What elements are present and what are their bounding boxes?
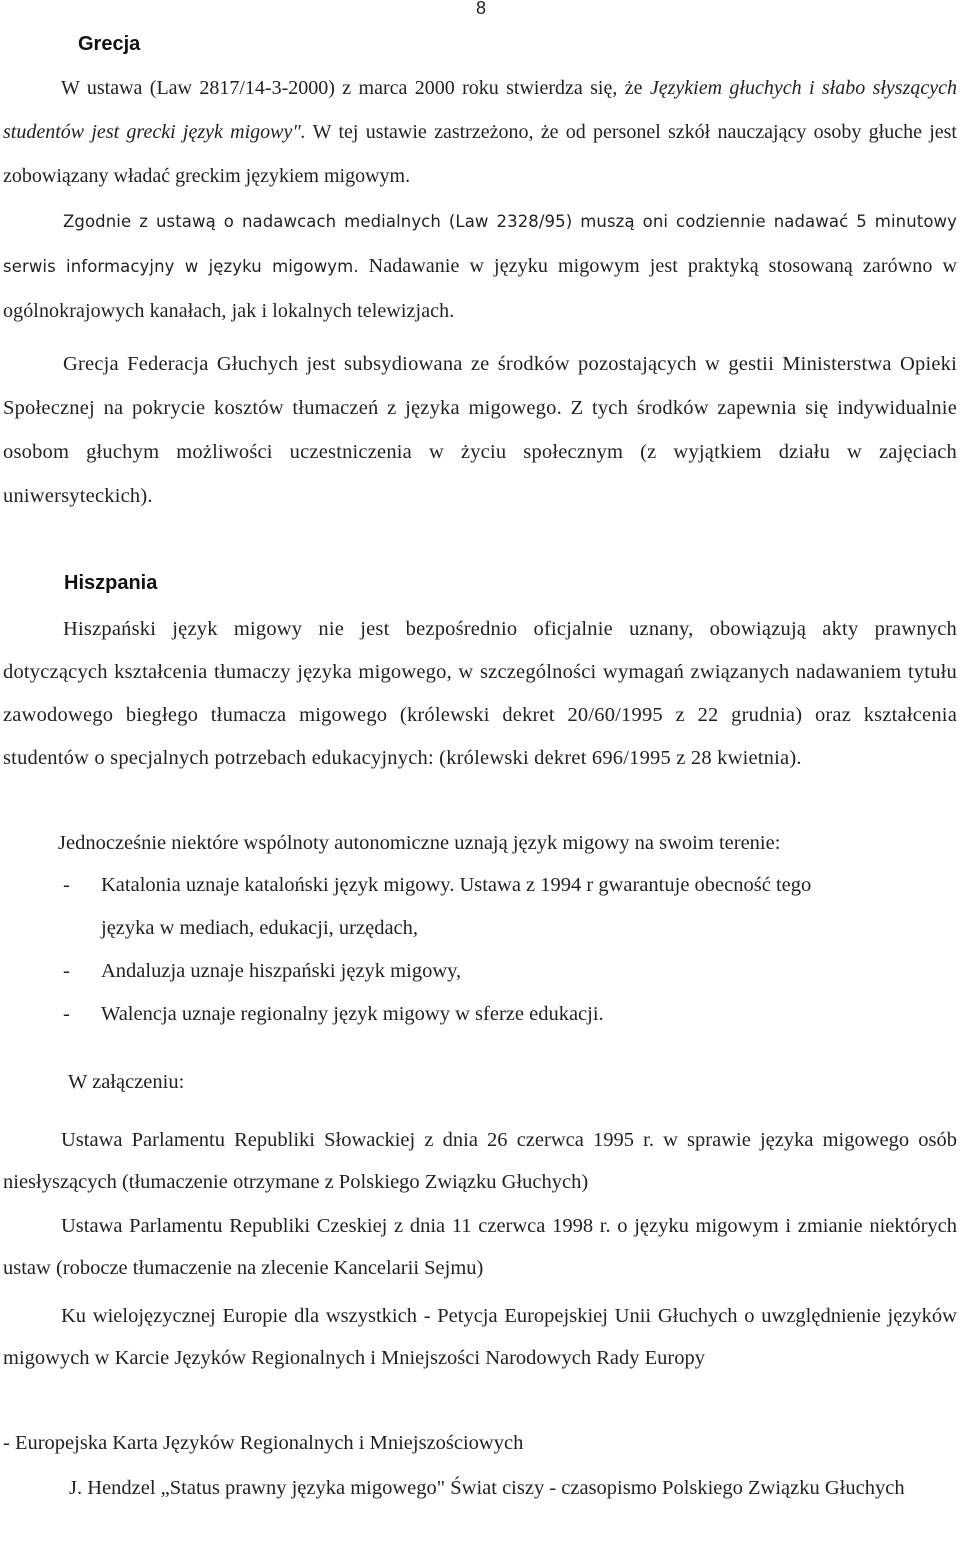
greece-p3-text: Grecja Federacja Głuchych jest subsydiowana ze środków pozostających w gestii Ministerstwa Opieki Społecznej na pokrycie kosztów tłumaczeń z języka migowego. Z tych środków zapewnia się indywidualnie osobom głuchym możliwości uczestniczenia w życiu społecznym (z wyjątkiem działu w zajęciach uniwersyteckich). [3, 353, 957, 507]
annex-item-text: Ustawa Parlamentu Republiki Czeskiej z dnia 11 czerwca 1998 r. o języku migowym i zmianie niektórych ustaw (robocze tłumaczenie na zlecenie Kancelarii Sejmu) [3, 1215, 957, 1279]
spain-list [63, 864, 933, 1036]
annex-item-4: - Europejska Karta Języków Regionalnych i Mniejszościowych [3, 1432, 524, 1454]
list-item-line: Andaluzja uznaje hiszpański język migowy, [101, 960, 462, 982]
greece-paragraph-3 [3, 342, 957, 518]
spain-paragraph-2: Jednocześnie niektóre wspólnoty autonomiczne uznają język migowy na swoim terenie: [58, 832, 781, 854]
list-item [63, 950, 933, 993]
page-number: 8 [476, 0, 487, 18]
list-dash: - [63, 960, 70, 982]
greece-p1-italic: Językiem głuchych i słabo słyszących studentów jest grecki język migowy". [3, 77, 957, 143]
list-item [63, 993, 933, 1036]
spain-paragraph-1 [3, 608, 957, 780]
list-item-line: języka w mediach, edukacji, urzędach, [101, 917, 419, 939]
section-heading-greece: Grecja [78, 33, 141, 55]
annex-item-1 [3, 1119, 957, 1203]
greece-paragraph-1 [3, 66, 957, 198]
spain-p1-text: Hiszpański język migowy nie jest bezpośrednio oficjalnie uznany, obowiązują akty prawnych dotyczących kształcenia tłumaczy języka migowego, w szczególności wymagań związanych nadawaniem tytułu zawodowego biegłego tłumacza migowego (królewski dekret 20/60/1995 z 22 grudnia) oraz kształcenia studentów o specjalnych potrzebach edukacyjnych: (królewski dekret 696/1995 z 28 kwietnia). [3, 618, 957, 769]
annex-item-5 [3, 1467, 957, 1509]
section-heading-spain: Hiszpania [64, 572, 158, 594]
annex-item-text: Ustawa Parlamentu Republiki Słowackiej z dnia 26 czerwca 1995 r. w sprawie języka migowego osób niesłyszących (tłumaczenie otrzymane z Polskiego Związku Głuchych) [3, 1129, 957, 1193]
list-dash: - [63, 874, 70, 896]
annex-item-2 [3, 1205, 957, 1289]
annex-item-text: J. Hendzel „Status prawny języka migowego" Świat ciszy - czasopismo Polskiego Związku Głuchych [69, 1477, 905, 1499]
greece-p1-text: W ustawa (Law 2817/14-3-2000) z marca 2000 roku stwierdza się, że [61, 77, 650, 99]
annex-item-text: Ku wielojęzycznej Europie dla wszystkich - Petycja Europejskiej Unii Głuchych o uwzględnienie języków migowych w Karcie Języków Regionalnych i Mniejszości Narodowych Rady Europy [3, 1305, 957, 1369]
greece-p1-after: W tej ustawie zastrzeżono, że od personel szkół nauczający osoby głuche jest zobowiązany władać greckim językiem migowym. [3, 121, 957, 187]
greece-p2-text: Zgodnie z ustawą o nadawcach medialnych (Law 2328/95) muszą oni codziennie nadawać 5 minutowy serwis informacyjny w języku migowym. [3, 212, 957, 276]
list-item [63, 864, 933, 950]
greece-p2-after: Nadawanie w języku migowym jest praktyką stosowaną zarówno w ogólnokrajowych kanałach, jak i lokalnych telewizjach. [3, 255, 957, 322]
annex-item-3 [3, 1295, 957, 1379]
annex-label: W załączeniu: [68, 1071, 185, 1093]
list-item-line: Walencja uznaje regionalny język migowy w sferze edukacji. [101, 1003, 604, 1025]
list-item-line: Katalonia uznaje kataloński język migowy. Ustawa z 1994 r gwarantuje obecność tego [101, 874, 812, 896]
list-dash: - [63, 1003, 70, 1025]
greece-paragraph-2 [3, 200, 957, 334]
